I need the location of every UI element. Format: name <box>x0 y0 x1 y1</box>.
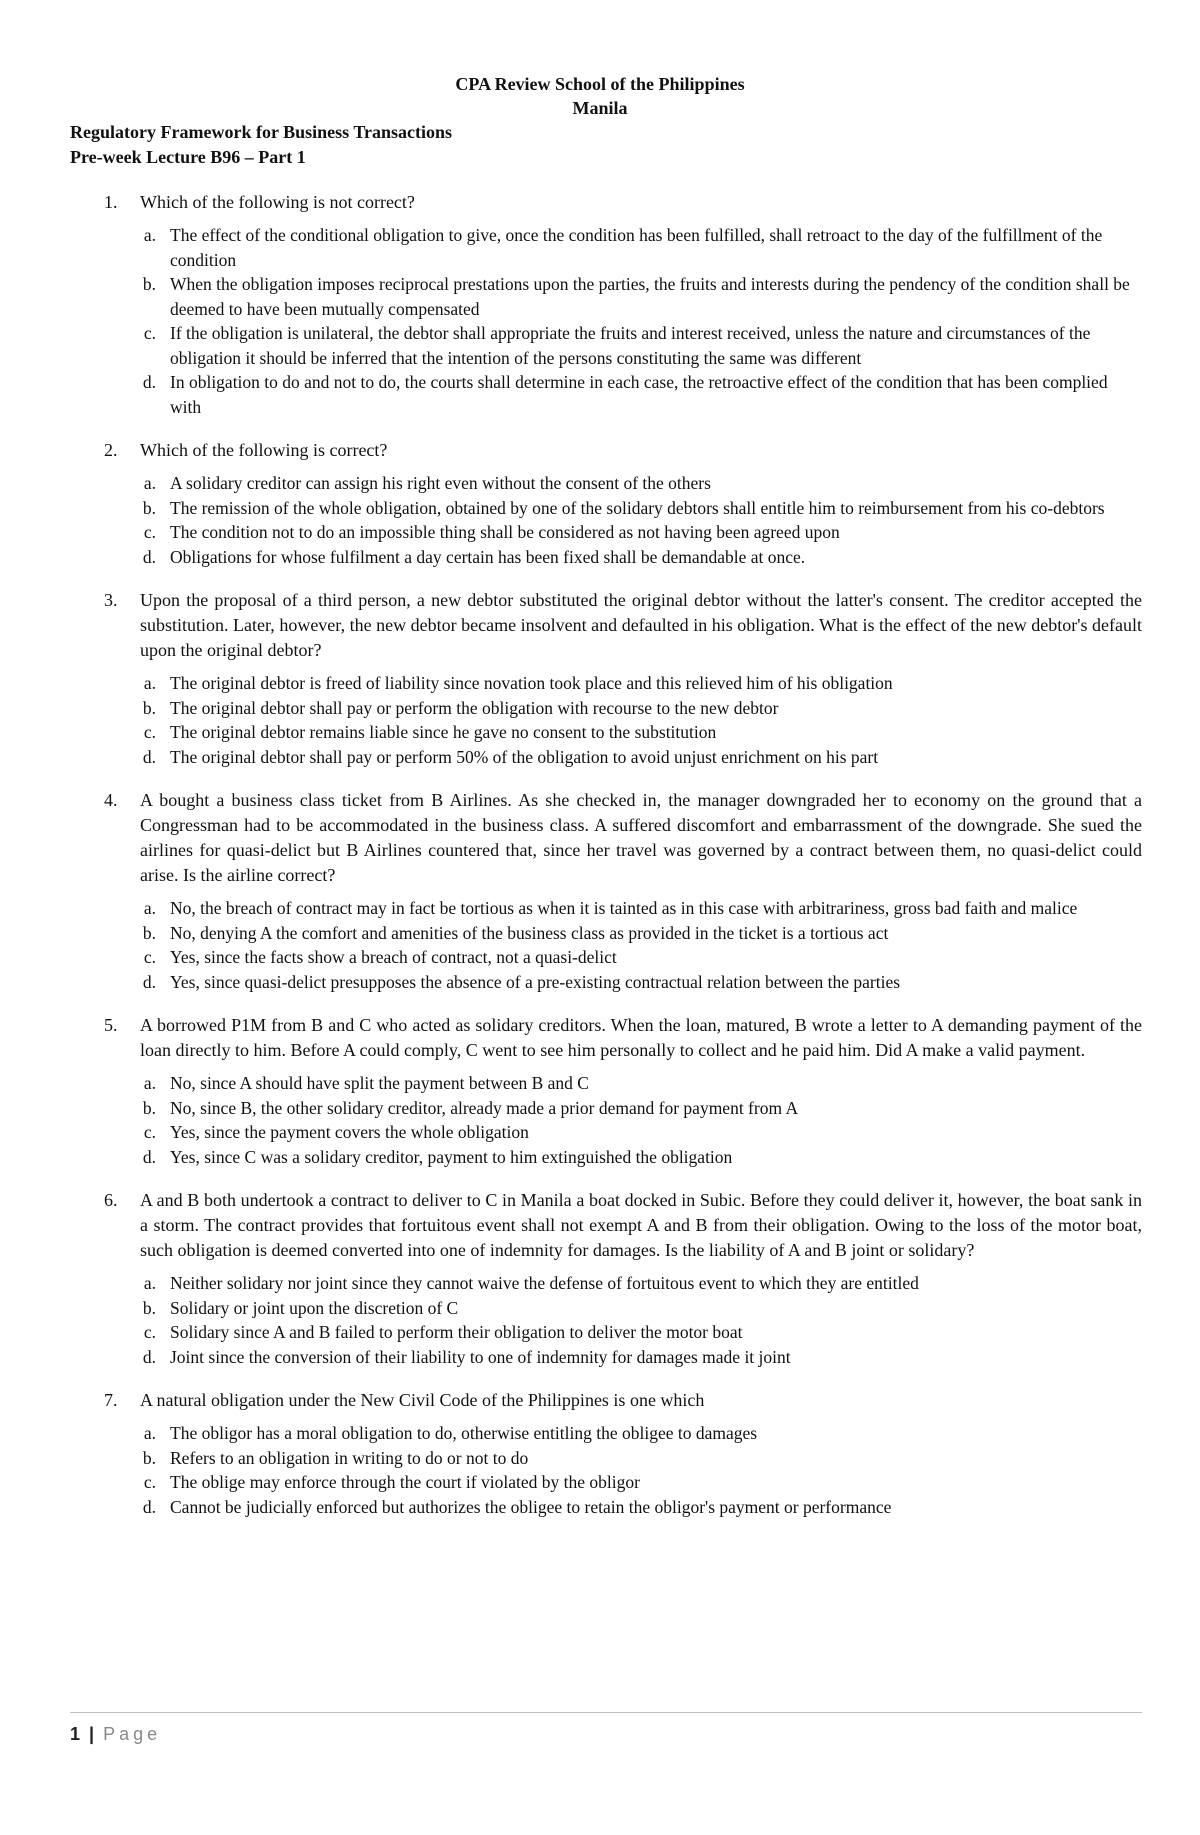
option-letter: b. <box>142 922 156 943</box>
question-stem <box>70 588 1142 663</box>
option-letter: d. <box>142 1146 156 1167</box>
option-letter: b. <box>142 274 156 294</box>
question-item <box>70 1388 1142 1519</box>
question-text: A natural obligation under the New Civil Code of the Philippines is one which <box>140 1390 705 1410</box>
question-number: 2. <box>104 440 118 460</box>
option-text: Obligations for whose fulfilment a day certain has been fixed shall be demandable at once. <box>170 546 806 567</box>
answer-option <box>70 1446 1142 1471</box>
question-item <box>70 788 1142 994</box>
option-list <box>70 1071 1142 1169</box>
question-text: Which of the following is not correct? <box>140 192 415 212</box>
option-text: Yes, since C was a solidary creditor, payment to him extinguished the obligation <box>170 1146 733 1167</box>
page-number: 1 <box>70 1724 81 1744</box>
question-item <box>70 1013 1142 1169</box>
option-text: No, denying A the comfort and amenities of the business class as provided in the ticket is a tortious act <box>170 922 889 943</box>
option-text: The original debtor is freed of liability since novation took place and this relieved him of his obligation <box>170 673 893 693</box>
option-letter: c. <box>143 722 156 742</box>
question-text: A borrowed P1M from B and C who acted as solidary creditors. When the loan, matured, B wrote a letter to A demanding payment of the loan directly to him. Before A could comply, C went to see him personally to collect and he paid him. Did A make a valid payment. <box>140 1015 1142 1060</box>
answer-option <box>70 1421 1142 1446</box>
option-list <box>70 1271 1142 1369</box>
option-text: Yes, since the facts show a breach of contract, not a quasi-delict <box>170 947 617 967</box>
option-text: If the obligation is unilateral, the debtor shall appropriate the fruits and interest received, unless the nature and circumstances of the obligation it should be inferred that the intention of the persons constituting the same was different <box>170 323 1091 368</box>
option-list <box>70 471 1142 569</box>
option-text: The remission of the whole obligation, obtained by one of the solidary debtors shall entitle him to reimbursement from his co-debtors <box>170 497 1105 518</box>
answer-option <box>70 970 1142 995</box>
option-list <box>70 671 1142 769</box>
option-text: Neither solidary nor joint since they cannot waive the defense of fortuitous event to which they are entitled <box>170 1273 919 1293</box>
document-header <box>0 72 1200 120</box>
option-letter: c. <box>143 1122 156 1142</box>
answer-option <box>70 720 1142 745</box>
page-label: Page <box>103 1724 162 1744</box>
answer-option <box>70 945 1142 970</box>
option-text: Cannot be judicially enforced but authorizes the obligee to retain the obligor's payment or performance <box>170 1496 892 1517</box>
question-number: 7. <box>104 1390 118 1410</box>
question-text: A bought a business class ticket from B Airlines. As she checked in, the manager downgraded her to economy on the ground that a Congressman had to be accommodated in the business class. A suffered discomfort and embarrassment of the downgrade. She sued the airlines for quasi-delict but B Airlines countered that, since her travel was governed by a contract between them, no quasi-delict could arise. Is the airline correct? <box>140 790 1142 885</box>
option-text: The condition not to do an impossible thing shall be considered as not having been agreed upon <box>170 522 840 542</box>
question-item <box>70 1188 1142 1369</box>
answer-option <box>70 1470 1142 1495</box>
option-letter: d. <box>142 372 156 392</box>
question-number: 4. <box>104 790 118 810</box>
question-stem <box>70 438 1142 463</box>
option-letter: d. <box>142 546 156 567</box>
option-text: No, since B, the other solidary creditor, already made a prior demand for payment from A <box>170 1097 799 1118</box>
option-letter: a. <box>143 1273 156 1293</box>
answer-option <box>70 520 1142 545</box>
question-number: 1. <box>104 192 118 212</box>
question-item <box>70 190 1142 419</box>
question-stem <box>70 1388 1142 1413</box>
option-list <box>70 223 1142 419</box>
option-letter: d. <box>142 1346 156 1367</box>
option-letter: a. <box>143 673 156 693</box>
question-list <box>70 190 1142 1538</box>
answer-option <box>70 223 1142 272</box>
answer-option <box>70 696 1142 721</box>
question-stem <box>70 788 1142 888</box>
option-letter: b. <box>142 1297 156 1318</box>
question-text: A and B both undertook a contract to deliver to C in Manila a boat docked in Subic. Before they could deliver it, however, the boat sank in a storm. The contract provides that fortuitous event shall not exempt A and B from their obligation. Owing to the loss of the motor boat, such obligation is deemed converted into one of indemnity for damages. Is the liability of A and B joint or solidary? <box>140 1190 1142 1260</box>
option-text: Solidary or joint upon the discretion of C <box>170 1297 459 1318</box>
option-list <box>70 1421 1142 1519</box>
answer-option <box>70 671 1142 696</box>
answer-option <box>70 496 1142 521</box>
question-item <box>70 588 1142 769</box>
option-text: When the obligation imposes reciprocal prestations upon the parties, the fruits and interests during the pendency of the condition shall be deemed to have been mutually compensated <box>170 274 1130 319</box>
answer-option <box>70 471 1142 496</box>
question-stem <box>70 190 1142 215</box>
school-name: CPA Review School of the Philippines <box>455 74 745 94</box>
option-letter: c. <box>143 323 156 343</box>
answer-option <box>70 896 1142 921</box>
option-text: The obligor has a moral obligation to do, otherwise entitling the obligee to damages <box>170 1423 758 1443</box>
option-text: The effect of the conditional obligation to give, once the condition has been fulfilled, shall retroact to the day of the fulfillment of the condition <box>170 225 1103 270</box>
answer-option <box>70 1071 1142 1096</box>
option-letter: a. <box>143 1423 156 1443</box>
answer-option <box>70 1096 1142 1121</box>
option-letter: d. <box>142 1496 156 1517</box>
answer-option <box>70 1320 1142 1345</box>
option-letter: b. <box>142 697 156 718</box>
question-text: Upon the proposal of a third person, a new debtor substituted the original debtor without the latter's consent. The creditor accepted the substitution. Later, however, the new debtor became insolvent and defaulted in his obligation. What is the effect of the new debtor's default upon the original debtor? <box>140 590 1142 660</box>
option-text: Joint since the conversion of their liability to one of indemnity for damages made it joint <box>170 1346 791 1367</box>
option-letter: d. <box>142 746 156 767</box>
option-letter: b. <box>142 497 156 518</box>
option-letter: c. <box>143 1322 156 1342</box>
option-letter: d. <box>142 971 156 992</box>
answer-option <box>70 921 1142 946</box>
answer-option <box>70 370 1142 419</box>
answer-option <box>70 1271 1142 1296</box>
option-text: Yes, since quasi-delict presupposes the absence of a pre-existing contractual relation between the parties <box>170 971 901 992</box>
subject-title: Regulatory Framework for Business Transactions <box>70 122 452 142</box>
answer-option <box>70 272 1142 321</box>
answer-option <box>70 545 1142 570</box>
option-letter: c. <box>143 522 156 542</box>
option-text: Refers to an obligation in writing to do or not to do <box>170 1447 529 1468</box>
question-number: 5. <box>104 1015 118 1035</box>
option-text: Solidary since A and B failed to perform their obligation to deliver the motor boat <box>170 1322 743 1342</box>
question-stem <box>70 1013 1142 1063</box>
option-text: No, the breach of contract may in fact be tortious as when it is tainted as in this case with arbitrariness, gross bad faith and malice <box>170 898 1078 918</box>
option-text: Yes, since the payment covers the whole obligation <box>170 1122 529 1142</box>
answer-option <box>70 1145 1142 1170</box>
option-text: The oblige may enforce through the court if violated by the obligor <box>170 1472 640 1492</box>
question-number: 3. <box>104 590 118 610</box>
answer-option <box>70 745 1142 770</box>
city-name: Manila <box>572 98 628 118</box>
question-text: Which of the following is correct? <box>140 440 388 460</box>
option-text: The original debtor shall pay or perform 50% of the obligation to avoid unjust enrichment on his part <box>170 746 879 767</box>
answer-option <box>70 1495 1142 1520</box>
option-letter: a. <box>143 1073 156 1093</box>
answer-option <box>70 321 1142 370</box>
answer-option <box>70 1120 1142 1145</box>
footer-separator: | <box>89 1724 95 1744</box>
option-text: The original debtor remains liable since he gave no consent to the substitution <box>170 722 717 742</box>
question-number: 6. <box>104 1190 118 1210</box>
option-text: The original debtor shall pay or perform the obligation with recourse to the new debtor <box>170 697 779 718</box>
question-item <box>70 438 1142 569</box>
footer-divider <box>70 1712 1142 1713</box>
option-letter: c. <box>143 947 156 967</box>
option-letter: a. <box>143 898 156 918</box>
question-stem <box>70 1188 1142 1263</box>
page-footer <box>70 1724 161 1745</box>
option-list <box>70 896 1142 994</box>
option-letter: a. <box>143 225 156 245</box>
option-letter: b. <box>142 1097 156 1118</box>
option-letter: c. <box>143 1472 156 1492</box>
course-info <box>70 120 452 170</box>
lecture-title: Pre-week Lecture B96 – Part 1 <box>70 147 306 167</box>
answer-option <box>70 1296 1142 1321</box>
option-text: No, since A should have split the payment between B and C <box>170 1073 589 1093</box>
option-letter: b. <box>142 1447 156 1468</box>
option-text: A solidary creditor can assign his right even without the consent of the others <box>170 473 711 493</box>
answer-option <box>70 1345 1142 1370</box>
option-text: In obligation to do and not to do, the courts shall determine in each case, the retroactive effect of the condition that has been complied with <box>170 372 1108 417</box>
option-letter: a. <box>143 473 156 493</box>
